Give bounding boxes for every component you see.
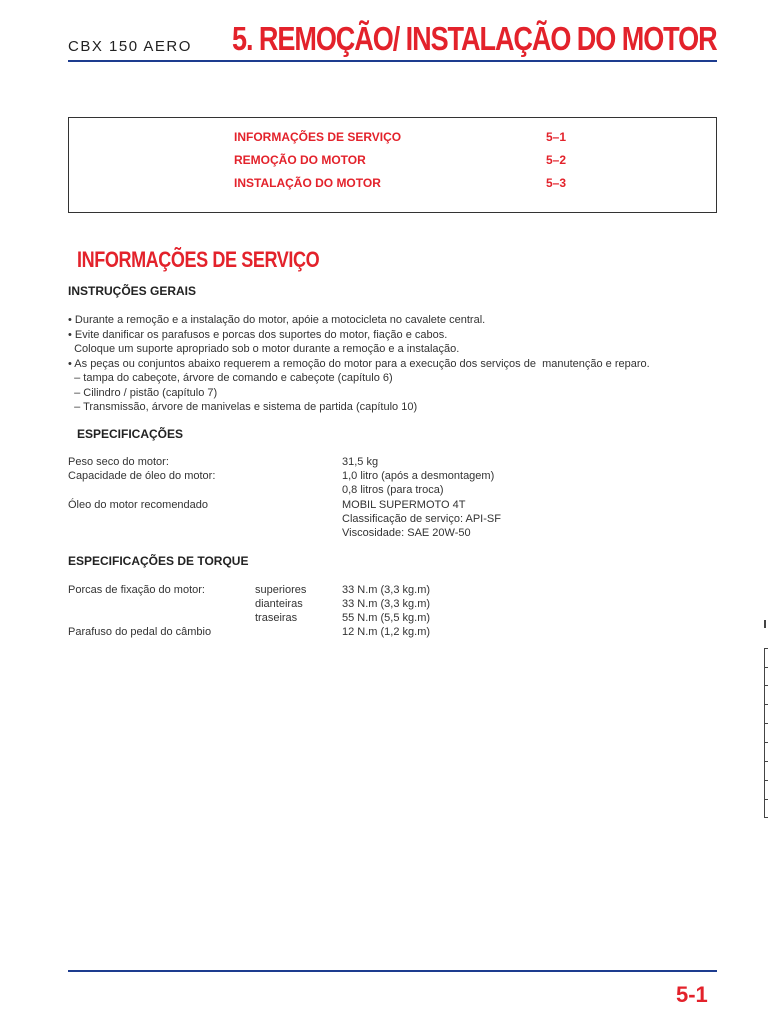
torque-position: dianteiras	[255, 598, 303, 610]
instruction-line: – tampa do cabeçote, árvore de comando e cabeçote (capítulo 6)	[68, 372, 393, 384]
toc-entry-label: REMOÇÃO DO MOTOR	[234, 153, 366, 167]
spec-value: Classificação de serviço: API-SF	[342, 513, 501, 525]
chapter-title: 5. REMOÇÃO/ INSTALAÇÃO DO MOTOR	[232, 20, 717, 57]
instruction-line: • As peças ou conjuntos abaixo requerem a remoção do motor para a execução dos serviços de manutenção e reparo.	[68, 357, 650, 370]
instruction-line: – Cilindro / pistão (capítulo 7)	[68, 386, 218, 399]
torque-heading: ESPECIFICAÇÕES DE TORQUE	[68, 554, 249, 568]
toc-entry-page: 5–2	[546, 153, 567, 167]
toc-entry-page: 5–3	[546, 176, 567, 190]
instruction-line: • Evite danificar os parafusos e porcas dos suportes do motor, fiação e cabos.	[68, 328, 448, 341]
torque-value: 33 N.m (3,3 kg.m)	[342, 584, 431, 596]
torque-position: traseiras	[255, 612, 298, 624]
section-title: INFORMAÇÕES DE SERVIÇO	[77, 247, 320, 272]
spec-value: MOBIL SUPERMOTO 4T	[342, 499, 466, 511]
spec-value: Viscosidade: SAE 20W-50	[342, 527, 471, 539]
edge-table-fragment	[764, 620, 768, 820]
table-of-contents	[68, 117, 717, 213]
torque-label: Porcas de fixação do motor:	[68, 584, 205, 596]
header-rule	[68, 60, 717, 62]
specs-heading: ESPECIFICAÇÕES	[77, 427, 184, 441]
footer-rule	[68, 970, 717, 972]
torque-label: Parafuso do pedal do câmbio	[68, 626, 212, 638]
model-name: CBX 150 AERO	[68, 38, 192, 55]
toc-entry-engine-removal[interactable]	[234, 153, 634, 167]
page-number: 5-1	[676, 982, 708, 1007]
torque-value: 55 N.m (5,5 kg.m)	[342, 612, 431, 624]
instruction-line: • Durante a remoção e a instalação do motor, apóie a motocicleta no cavalete central.	[68, 314, 486, 326]
spec-label: Óleo do motor recomendado	[68, 499, 209, 511]
toc-entry-service-info[interactable]	[234, 130, 634, 144]
toc-entry-page: 5–1	[546, 130, 567, 144]
spec-label: Peso seco do motor:	[68, 456, 169, 468]
instruction-line: – Transmissão, árvore de manivelas e sistema de partida (capítulo 10)	[68, 401, 418, 413]
spec-value: 0,8 litros (para troca)	[342, 484, 444, 496]
toc-entry-engine-installation[interactable]	[234, 176, 634, 190]
spec-value: 31,5 kg	[342, 456, 379, 468]
spec-value: 1,0 litro (após a desmontagem)	[342, 470, 495, 482]
spec-label: Capacidade de óleo do motor:	[68, 470, 216, 482]
torque-value: 33 N.m (3,3 kg.m)	[342, 598, 431, 610]
toc-entry-label: INSTALAÇÃO DO MOTOR	[234, 176, 381, 190]
instruction-line: Coloque um suporte apropriado sob o motor durante a remoção e a instalação.	[68, 343, 460, 355]
torque-position: superiores	[255, 584, 307, 596]
torque-value: 12 N.m (1,2 kg.m)	[342, 626, 431, 638]
toc-entry-label: INFORMAÇÕES DE SERVIÇO	[234, 130, 402, 144]
general-instructions-heading: INSTRUÇÕES GERAIS	[68, 284, 197, 298]
